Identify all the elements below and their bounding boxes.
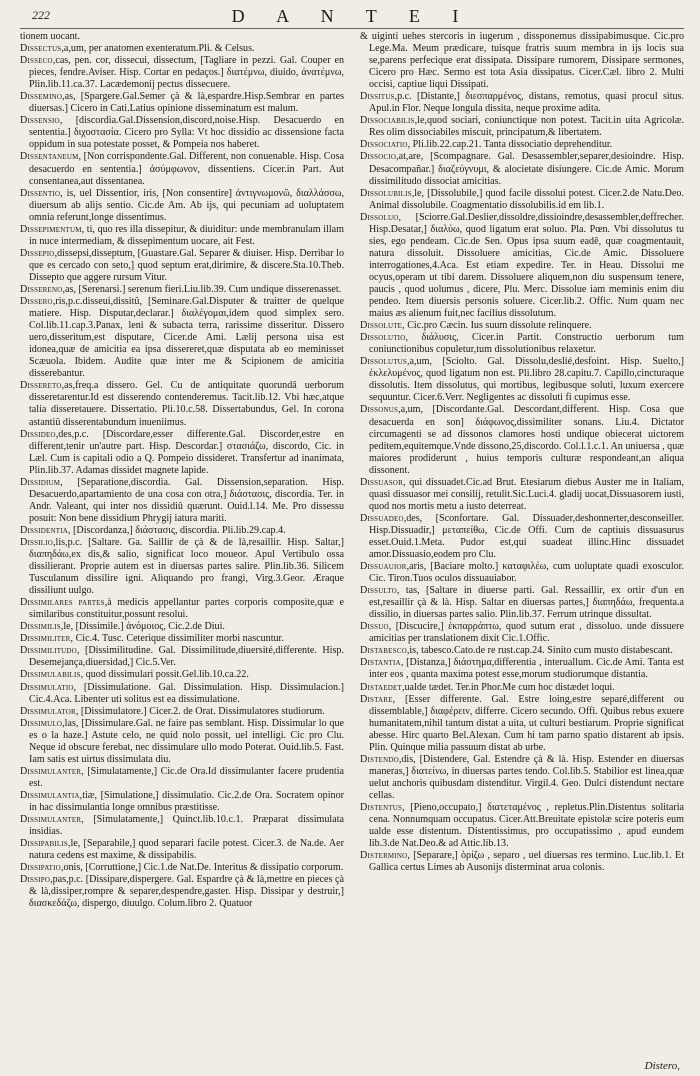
entry-headword: Distendo [360,753,399,765]
dictionary-entry [20,248,344,284]
entry-headword: Dissimulo [20,717,63,729]
dictionary-entry [360,754,684,802]
entry-text: , [Simulatamente,] Quinct.lib.10.c.1. Præparat dissimulata insidias. [29,814,344,838]
dictionary-entry [20,91,344,115]
dictionary-entry [20,115,344,151]
entry-text: , [Discordanza,] διάστασις, discordia. Pli.lib.29.cap.4. [68,524,286,536]
entry-text: , tas, [Saltare in diuerse parti. Gal. Ressaillir, ex ortir d'un en est,resaillir çà & là. Hisp. Saltar en diuersas partes,] διαπηδάω, frequenta.a dissilio, in diuersas partes salio. Plin.lib.37. Ferrum utrinque dissultat. [369,585,684,621]
entry-headword: Dissepio [20,247,55,259]
dictionary-entry [360,477,684,513]
dictionary-entry [360,139,684,151]
catchword: Distero, [644,1060,680,1072]
dictionary-entry [360,694,684,754]
dictionary-entry [20,151,344,187]
entry-text: , [discordia.Gal.Dissension,discord,noise.Hisp. Desacuerdo en sententia.] διχοστασία. Cicero pro Sylla: Vt hoc dissidio ac dissensione facta oppidum in sua potestate posset, & Pompeia nos haberet. [29,115,344,151]
entry-headword: Dissimulantia [20,789,80,801]
entry-headword: Dissentaneum [20,151,79,163]
dictionary-entry [20,43,344,55]
dictionary-entry [20,380,344,428]
page-number: 222 [32,8,50,22]
entry-headword: Dissolutio [360,332,406,344]
entry-text: , [Separatione,discordia. Gal. Dissension,separation. Hisp. Desacuerdo,apartamiento de una cosa con otra,] διάστασις, discordia. Ter. in Andr. Valeant, qui inter nos dissidiû quærunt. Ouid.l.14. Me. Pro dissessu posuit: Non bene dissidium Phrygij iatura mariti. [29,476,344,524]
entry-headword: Dissemino [20,91,63,103]
entry-headword: Distentus [360,802,403,813]
entry-headword: Dissolute [360,320,403,332]
entry-headword: Dissimilis [20,621,61,633]
entry-text: , [Esser differente. Gal. Estre loing,estre separé,different ou dissemblable,] διαφέρειν, differre. Cicero secundo. Offi. Quibus rebus exuere humanitatem,nihil tantum distat a uita, ut culturi bestiarum. Proprie significat abesse. Hirc quarto Bel.Alexan. Cum hi tam parno spatio distarent ab ipsis. Plin. Quinque milia passuum distat ab urbe. [369,693,684,753]
entry-headword: Dissectus [20,43,62,55]
entry-headword: Dissimilares partes [20,597,105,609]
entry-text: ,ualde tædet. Ter.in Phor.Me cum hoc distædet loqui. [401,681,615,693]
entry-headword: Dissideo [20,428,56,440]
entry-text: ,le, [Dissimile.] ἀνόμοιος, Cic.2.de Diui. [60,621,225,633]
dictionary-entry [20,429,344,477]
entry-text: , Pli.lib.22.cap.21. Tanta dissociatio deprehenditur. [407,139,613,151]
entry-headword: Dissonus [360,404,399,416]
entry-headword: Distantia [360,657,401,669]
entry-text: , is, uel Dissentior, iris, [Non consentire] ἀντιγνωμονῶ, διαλλάσσω, diuersum ab alijs sentio. Cic.de Am. Ab ijs, qui pecuniam ad uoluptatem omnia referunt,longe dissentimus. [29,187,344,223]
dictionary-entry [360,332,684,356]
entry-headword: Dissimiliter [20,633,71,645]
dictionary-entry [20,838,344,862]
entry-headword: Dissereto [20,380,62,392]
dictionary-entry [360,513,684,561]
entry-headword: Disseco [20,55,53,67]
entry-text: , [Distanza,] διάστημα,differentia , interuallum. Cic.de Ami. Tanta est inter eos , quanta maxima potest esse,morum studiorumque distantia. [369,657,684,681]
entry-headword: Dissociatio [360,139,408,151]
entry-text: , ti, quo res illa dissepitur, & diuiditur: unde membranulam illam in nuce intermediam, & dissepimentum uocare, ait Fest. [29,223,344,247]
entry-headword: Dissuadeo [360,512,404,524]
entry-text: ,aris, [Baciare molto.] καταφιλέω, cum uoluptate quadi exosculor. Cic. Tiron.Tuos oculos dissuauiabor. [369,561,684,585]
dictionary-entry [360,115,684,139]
dictionary-entry [20,718,344,766]
dictionary-entry [20,669,344,681]
dictionary-entry [20,284,344,296]
entry-text: tionem uocant. [20,31,80,42]
entry-headword: Dissimulabilis [20,669,81,681]
running-title: D A N T E I [231,6,473,26]
entry-text: , [Sciorre.Gal.Deslier,dissoldre,dissioindre,desassembler,deffrecher. Hisp.Desatar,] διαλύω, quod ligatum erat soluo. Pla. Pœn. Vbi dissolutus tu sies, ego pendeam. Cic.de Sen. Opus ipsa suum eadê, quæ coagmentauit, natura dissoluit. Dissoluere amicitias, Cic.de Amic. Dissoluere interrogationes,4.Aca. Est etiam expedire. Ter. in Heau. Dissolui me ocyus,operam ut tibi darem. Dissoluere aliquem,non diu suspensum tenere, paucis , quod uolumus , dicere, Plu. Merc. Dissolue iam meminis enim diu pendeo. Item diuersis personis soluere. Cicer.lib.2. Offic. Num quam nec maius æs alienum fuit,nec facilius dissolutum. [369,211,684,320]
dictionary-entry [360,356,684,404]
entry-headword: Dissoluo [360,211,399,223]
dictionary-entry [360,320,684,332]
dictionary-entry [20,621,344,633]
dictionary-entry [360,645,684,657]
entry-text: ,at,are, [Scompagnare. Gal. Desassembler,separer,desioindre. Hisp. Desacompañar.] διαζεύγνυμι, & alocietate disiungere. Cic.de Amic. Morum dissimilitudo dissociat amicitias. [369,151,684,187]
entry-headword: Dissimulatio [20,681,74,693]
dictionary-entry [20,766,344,790]
entry-headword: Dissolubilis [360,187,412,199]
entry-headword: Dissuo [360,621,389,633]
dictionary-entry [360,850,684,874]
dictionary-entry [20,55,344,91]
dictionary-entry [20,682,344,706]
entry-text: ,des,p.c. [Discordare,esser differente.Gal. Discorder,estre en different,tenir un'autre part. Hisp. Descordar.] στασιάζω, discordo, Cic. in Læl. Cum is capitali odio a Q. Pompeio dissideret. Transfertur ad inanimata, Plin.lib.37. Adamas dissidet magnete lapide. [29,428,344,476]
dictionary-entry [360,802,684,850]
entry-text: ,a,um, [Discordante.Gal. Descordant,different. Hisp. Cosa que desacuerda en son] διάφωνος,dissimiliter sonans. Liu.4. Dictator circumagenti se ad dissonos clamores hosti undique obiecerat uictorem peditem,equitemque.Vnde dissono,25,discordo. Col.l.1.c.1. An uniuersa , quæ maiores prodiderunt , huius temporis culturæ respondeant,an aliqua dissonent. [369,404,684,476]
entry-text: ,tiæ, [Simulatione,] dissimulatio. Cic.2.de Ora. Socratem opinor in hac dissimulantia longe omnibus præstitisse. [29,789,344,813]
entry-headword: Dissocio [360,151,397,163]
entry-text: , [Dissimilitudine. Gal. Dissimilitude,diuersité,differente. Hisp. Desemejança,diuersidad,] Cic.5.Ver. [29,645,344,669]
entry-text: , [Non corrispondente.Gal. Different, non conuenable. Hisp. Cosa desacuerdo en sententia.] ἀσύμφωνον, dissentiens. Cicer.in Part. Aut consentanea,aut dissentanea. [29,151,344,187]
entry-headword: Dissociabilis [360,115,415,127]
entry-text: ,lis,p.c. [Saltare. Ga. Saillir de çà & de là,resaillir. Hisp. Saltar,] διαπηδάω,ex dis,& salio, significat loco moueor. Apul Vertibulo ossa dissilierant. Proprie autem est in diuersas partes salire. Plin.lib.36. Silicem Tusculanum dissilire igni. Aliquando pro frangi, Virg.3.Geor. Æraque dissiliunt uulgo. [29,536,344,597]
dictionary-entry [20,188,344,224]
entry-headword: Dissero [20,296,53,308]
entry-text: , qui dissuadet.Cic.ad Brut. Etesiarum diebus Auster me in Italiam, quasi dissuasor mei consilij, retulit.Sic.Luci.4. gladij uocat,Dissuasorem iusti, quod nos mortis metu a iusto deterreat. [369,476,684,512]
entry-text: ,a,um, [Sciolto. Gal. Dissolu,deslié,desfoint. Hisp. Suelto,] ἐκλελυμένος, quod ligatum non est. Pli.libro 28.capitu.7. Capillo,cincturaque dissolutis. Item dissolutus, qui mortibus, legibusque soluti, luxum exercere sequuntur. Cicer.6.Verr. Negligentes ac dissoluti fi cupimus esse. [369,356,684,404]
entry-headword: Dissimilitudo [20,645,77,657]
entry-headword: Dissidentia [20,524,68,536]
entry-headword: Dissepimentum [20,223,82,235]
entry-headword: Dissuauior [360,561,407,573]
dictionary-entry [20,862,344,874]
dictionary-entry [20,296,344,380]
entry-text: , [Separare,] ὁρίζω , separo , uel diuersas res termino. Luc.lib.1. Et Gallica certus Limes ab Ausonijs disterminat arua colonis. [369,850,684,874]
entry-text: , [Pieno,occupato,] διατεταμένος , repletus.Plin.Distentus solitaria cena. Nonnumquam occupatus. Cicer.Att.Breuitate epistolæ scire poteris eum ualde esse distentum. Distentissimus, pro occupatissimo , apud eundem lib.3.de Nat.Deo.& ad Attic.lib.13. [369,802,684,850]
dictionary-entry [360,682,684,694]
entry-headword: Distabesco [360,645,407,657]
entry-text: ,à medicis appellantur partes corporis composite,quæ e similaribus constituitur,possunt resolui. [29,597,344,621]
entry-text: ,le, [Separabile,] quod separari facile potest. Cicer.3. de Na.de. Aer natura cedens est maxime, & dissipabilis. [29,838,344,862]
entry-headword: Distare [360,693,393,705]
entry-headword: Dissipabilis [20,838,68,850]
entry-headword: Dissitus [360,91,395,103]
entry-headword: Dissuasor [360,476,403,488]
entry-text: , [Dissimulatione. Gal. Dissimulation. Hisp. Dissimulacion.] Cic.4.Aca. Libenter uti solitus est ea dissimulatione. [29,681,344,705]
dictionary-entry [20,537,344,597]
dictionary-entry [360,188,684,212]
left-column [20,31,344,1053]
dictionary-entry [20,597,344,621]
entry-headword: Dissimulator [20,705,76,717]
entry-headword: Dissereno [20,283,63,295]
dictionary-entry [20,477,344,525]
entry-text: ,le,quod sociari, coniunctique non potest. Tacit.in uita Agricolæ. Res olim dissociabiles miscuit, principatum,& libertatem. [369,115,684,139]
entry-text: ,pas,p.c. [Dissipare,dispergere. Gal. Espardre çà & là,mettre en pieces çà & là,dissiper,rompre & separer,despendre,gaster. Hisp. Dissipar y destruir,] διασκεδάζω, dispergo, diuulgo. Colum.libro 2. Quatuor [29,874,344,910]
entry-headword: Dissimulanter [20,765,82,777]
entry-text: , Cic.pro Cæcin. Ius suum dissolute relinquere. [402,320,592,332]
dictionary-entry [360,91,684,115]
entry-text: , Cic.4. Tusc. Ceterique dissimiliter morbi nascuntur. [70,633,284,645]
dictionary-entry [360,151,684,187]
entry-headword: Distermino [360,850,408,862]
dictionary-entry [20,31,344,43]
entry-headword: Dissipatio [20,862,61,874]
entry-text: ,as, [Serenarsi.] serenum fieri.Liu.lib.39. Cum undique disserenasset. [62,283,342,295]
entry-text: ,as,freq.a dissero. Gel. Cu de antiquitate quorundâ uerborum disseretarentur.Id est disserendo contenderemus. Tacit.lib.12. Vbi hæc,atque talia disseretauere. Dissertatio. Pli.10.c.58. Dissertabundus, Gel. In corona astantiû disserentabundum inueniimus. [29,380,344,428]
entry-text: ,onis, [Corruttione,] Cic.1.de Nat.De. Interitus & dissipatio corporum. [60,862,344,874]
entry-text: ,a,um, per anatomen exenteratum.Pli. & Celsus. [61,43,255,55]
entry-text: ,le, [Dissolubile,] quod facile dissolui potest. Cicer.2.de Natu.Deo. Animal dissolubile. Coagmentatio dissolubilis.id em lib.1. [369,187,684,211]
dictionary-entry [360,404,684,476]
right-column [360,31,684,1053]
dictionary-entry [20,790,344,814]
entry-headword: Dissipo [20,874,51,886]
entry-headword: Dissensio [20,115,60,127]
entry-text: ,des, [Sconfortare. Gal. Dissuader,deshonnerter,desconseiller. Hisp.Dissuadir,] μεταπείθω, Cic.de Offi. Cum de captiuis dissuasurus esset.Ouid.1.Meta. Pudor est,qui suadeat illinc.Hinc dissuadet amor.Dissuasio,eodem pro Clu. [369,512,684,561]
entry-text: , [Dissimulatore.] Cicer.2. de Orat. Dissimulatores studiorum. [75,705,325,717]
dictionary-entry [20,706,344,718]
entry-text: ,las, [Dissimulare.Gal. ne faire pas semblant. Hisp. Dissimular lo que es o la haze.] Astute celo, ne quid nolo possit, uel intelligi. Cic pro Clu. Neque id obscure ferebat, nec dissimulare ullo modo Poterat. Ouid.lib.5. Fast. Iam satis est uirtus dissimulata diu. [29,717,344,765]
dictionary-entry [20,633,344,645]
entry-headword: Dissulto [360,585,397,597]
entry-headword: Dissimulanter [20,814,82,826]
entry-text: , [Discucire,] ἐκπαρράπτω, quod sutum erat , dissoluo. unde dissuere amicitias per translationem dixit Cic.1.Offic. [369,621,684,645]
entry-headword: Dissidium [20,476,61,488]
entry-headword: Distaedet [360,681,402,693]
dictionary-entry [360,585,684,621]
dictionary-entry [360,31,684,91]
entry-text: , [Simulatamente,] Cic.de Ora.Id dissimulanter facere prudentia est. [29,765,344,789]
entry-text: ,p.c. [Distante,] διεσπαρμένος, distans, remotus, quasi procul situs. Apul.in Flor. Neque longula dissita, neque proxime adita. [369,91,684,115]
dictionary-entry [360,657,684,681]
dictionary-entry [20,874,344,910]
entry-text: ,as, [Spargere.Gal.Semer çà & là,espardre.Hisp.Sembrar en partes diuersas.] Cicero in Cati.Latius opinione disseminatum est malum. [29,91,344,115]
entry-text: , διάλυσις, Cicer.in Partit. Constructio uerborum tum coniunctionibus copuletur,tum dissolutionibus relaxetur. [369,332,684,356]
entry-text: , quod dissimulari possit.Gel.lib.10.ca.22. [80,669,249,681]
entry-headword: Dissolutus [360,356,408,368]
entry-text: ,ris,p.c.disseui,dissitû, [Seminare.Gal.Disputer & traitter de quelque matiere. Hisp. Disputar,declarar.] διαλέγομαι,idem quod simplex sero. Col.lib.11.cap.3.Panax, leni & subacta terra, rarissime disseritur. Dissero uero,disseritum,est disputare, Cicer.de Ami. Lælij persona uisa est idonea,quæ de amicitia ea ipsa dissereret,quæ disputata ab eo meminisset Scæuola. Ibidem. Audite quæ inter me & Scipionem de amicitia disserebantur. [29,296,344,380]
dictionary-entry [360,212,684,320]
entry-headword: Dissilio [20,536,53,548]
dictionary-entry [360,621,684,645]
entry-text: ,dis, [Distendere, Gal. Estendre çà & là. Hisp. Estender en diuersas maneras,] διατείνω, in diuersas partes tendo. Col.lib.5. Stabilior est linea,quæ uelut anchoris quibusdam distenditur. Virgil.4. Geo. Dulci distendunt nectare cellas. [369,753,684,801]
dictionary-entry [20,814,344,838]
text-columns [20,31,684,1053]
entry-text: ,dissepsi,disseptum, [Guastare.Gal. Separer & diuiser. Hisp. Derribar lo que es cercado con seto,] quod septum erat,dirimire, & discere.Sta.10.Theb. Dissepto que aggere rursum Vitur. [29,247,344,283]
dictionary-entry [20,645,344,669]
dictionary-entry [360,561,684,585]
dictionary-entry [20,525,344,537]
entry-text: ,is, tabesco.Cato.de re rust.cap.24. Sinito cum musto distabescant. [406,645,673,657]
dictionary-entry [20,224,344,248]
entry-text: ,cas, pen. cor, dissecui, dissectum, [Tagliare in pezzi. Gal. Couper en pieces, fendre.Aviser. Hisp. Cortar en pedaços.] διατέμνω, diuido, ἀνατέμνω, Plin.lib.11.ca.37. Lacædemonij pectus dissecuere. [29,55,344,91]
entry-headword: Dissentio [20,187,61,199]
running-head [20,6,684,29]
entry-text: & uiginti uehes stercoris in iugerum , dissponemus dissipabimusque. Cic.pro Lege.Ma. Meum prædicare, tuisque fratris suum membra in ijs locis sua se,parens perfecique erat dissipata. Dissipare rumorem, Dissipare sermones, Cicero pro Hæc. Sermo est tota Asia dissipatus. Cicer.Cæl. libro 2. Multi occisi, captiue liqui Dissipati. [360,31,684,91]
